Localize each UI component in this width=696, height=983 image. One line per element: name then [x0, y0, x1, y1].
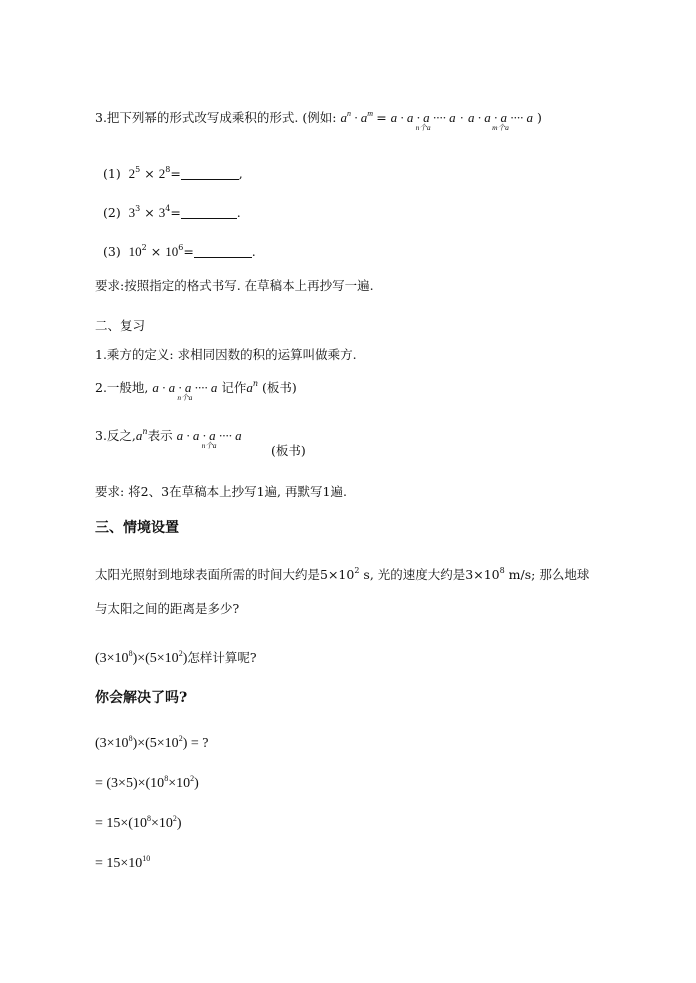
product-n-a-2: a · a · a ···· a n个a [176, 428, 242, 450]
section-2-para-1: 1.乘方的定义: 求相同因数的积的运算叫做乘方. [95, 347, 357, 362]
step-4: = $15\times 10^{10}$ [95, 854, 151, 871]
answer-blank-1[interactable] [181, 167, 239, 180]
step-2: = $(3\times 5)\times(10^8\times 10^2)$ [95, 774, 199, 791]
question-3-text: 3.把下列幂的形式改写成乘积的形式. (例如: [95, 110, 341, 125]
example-lhs: $a^n \cdot a^m$ [340, 109, 373, 125]
answer-blank-2[interactable] [181, 206, 237, 219]
question-solve: 你会解决了吗? [95, 690, 188, 706]
requirement-1: 要求:按照指定的格式书写. 在草稿本上再抄写一遍. [95, 278, 374, 293]
question-3: 3.把下列幂的形式改写成乘积的形式. (例如: $a^n \cdot a^m = a \cdot a \cdot a$ ···· a n个a · a · a · a ···· a m个a ) [95, 109, 542, 132]
board-note: (板书) [271, 443, 306, 458]
section-2-para-3: 3.反之$,a^n$表示 a · a · a ···· a n个a [95, 427, 242, 450]
exercise-item-1: (1) $2^5 \times 2^8=$ , [103, 165, 243, 181]
answer-blank-3[interactable] [194, 245, 252, 258]
product-n-a: a · a · a ···· a n个a [152, 380, 218, 402]
section-3-para-1: 太阳光照射到地球表面所需的时间大约是$5\times 10^2$ s, 光的速度大约是$3\times 10^8$ m/s; 那么地球 [95, 566, 590, 582]
step-3: = $15\times(10^8\times 10^2)$ [95, 814, 182, 831]
expression: $(3\times 10^8)\times(5\times 10^2)$怎样计算呢? [95, 649, 257, 666]
section-3-title: 三、情境设置 [95, 520, 179, 536]
section-2-para-2: 2.一般地, a · a · a ···· a n个a 记作$a^n$ (板书) [95, 379, 297, 402]
section-2-title: 二、复习 [95, 318, 146, 333]
step-1: $(3\times 10^8)\times(5\times 10^2)$ = ? [95, 734, 209, 751]
example-product-n: a · a · a ···· a n个a [390, 110, 456, 132]
exercise-item-3: (3) $10^2 \times 10^6=$ . [103, 243, 256, 259]
example-product-m: a · a · a ···· a m个a [467, 110, 533, 132]
section-3-para-2: 与太阳之间的距离是多少? [95, 601, 240, 616]
requirement-2: 要求: 将2、3在草稿本上抄写1遍, 再默写1遍. [95, 484, 347, 499]
exercise-item-2: (2) $3^3 \times 3^4=$ . [103, 204, 241, 220]
